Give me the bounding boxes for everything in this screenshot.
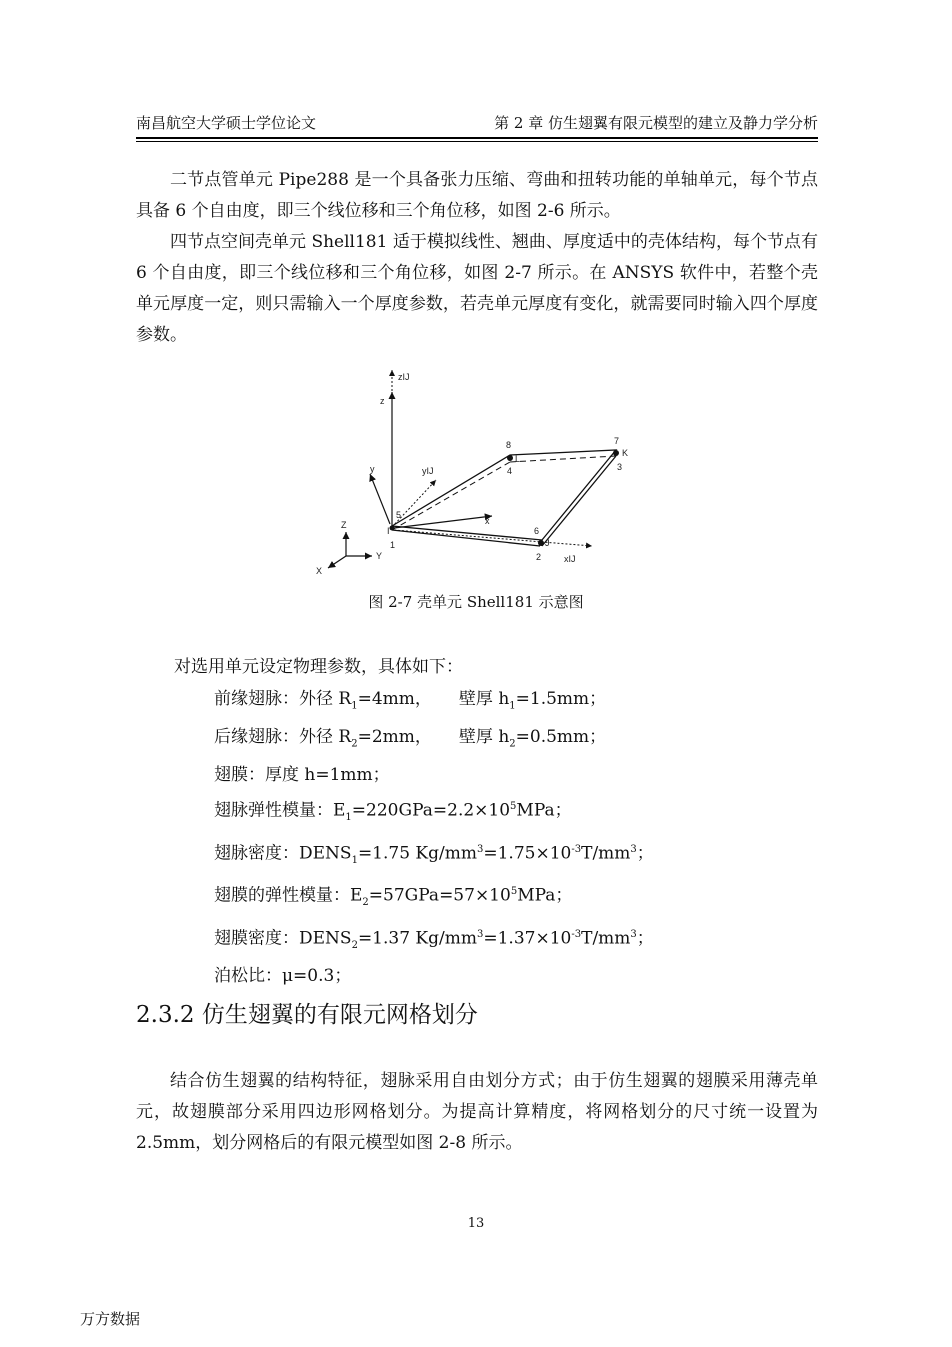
node-1: 1 bbox=[390, 540, 396, 550]
header-university: 南昌航空大学硕士学位论文 bbox=[136, 114, 317, 132]
figure-caption: 图 2-7 壳单元 Shell181 示意图 bbox=[368, 593, 584, 611]
intro-paragraphs bbox=[136, 165, 818, 351]
parameter-list bbox=[214, 684, 654, 993]
node-7: 7 bbox=[614, 436, 620, 446]
node-5: 5 bbox=[396, 510, 402, 520]
node-I bbox=[390, 526, 395, 531]
xij-axis bbox=[394, 530, 592, 546]
header-rule-thick bbox=[136, 137, 818, 139]
global-z-label: Z bbox=[341, 520, 347, 530]
footer-source: 万方数据 bbox=[80, 1310, 141, 1328]
param-front-vein: 前缘翅脉：外径 $R_1=4mm$， 壁厚 $h_1=1.5mm$； bbox=[214, 689, 607, 712]
x-label: x bbox=[485, 516, 490, 526]
y-label: y bbox=[370, 464, 375, 474]
x-axis bbox=[394, 516, 492, 528]
node-J bbox=[538, 540, 544, 546]
global-y-label: Y bbox=[376, 551, 383, 561]
node-4: 4 bbox=[507, 466, 513, 476]
paragraph-shell181: 四节点空间壳单元 Shell181 适于模拟线性、翘曲、厚度适中的壳体结构，每个节点有 6 个自由度，即三个线位移和三个角位移，如图 2-7 所示。在 ANSYS 软件中，若整个壳单元厚度一定，则只需输入一个厚度参数，若壳单元厚度有变化，就需要同时输入四个厚度参数。 bbox=[136, 232, 818, 345]
param-poisson: 泊松比：μ=0.3； bbox=[214, 966, 352, 987]
header-chapter: 第 2 章 仿生翅翼有限元模型的建立及静力学分析 bbox=[494, 114, 818, 132]
node-I-label: I bbox=[387, 526, 390, 536]
hidden-edge bbox=[510, 456, 616, 462]
paragraph-mesh: 结合仿生翅翼的结构特征，翅脉采用自由划分方式；由于仿生翅翼的翅膜采用薄壳单元，故翅膜部分采用四边形网格划分。为提高计算精度，将网格划分的尺寸统一设置为 2.5mm，划分网格后的有限元模型如图 2-8 所示。 bbox=[136, 1071, 818, 1153]
params-intro: 对选用单元设定物理参数，具体如下： bbox=[174, 657, 463, 677]
mesh-paragraph-block bbox=[136, 1066, 818, 1159]
page-number: 13 bbox=[467, 1216, 485, 1231]
node-6: 6 bbox=[534, 526, 540, 536]
param-membrane: 翅膜：厚度 h=1mm； bbox=[214, 764, 390, 785]
xij-label: xIJ bbox=[564, 554, 576, 564]
z-label: z bbox=[380, 396, 385, 406]
y-axis bbox=[370, 474, 390, 524]
param-membrane-density: 翅膜密度：$DENS_2=1.37$ $Kg/mm^3=1.37\times 10^{-3}T/mm^3$； bbox=[214, 928, 654, 951]
shell-edge bbox=[542, 456, 616, 546]
node-2: 2 bbox=[536, 552, 542, 562]
shell181-diagram bbox=[310, 362, 640, 580]
section-heading: 2.3.2 仿生翅翼的有限元网格划分 bbox=[136, 1002, 478, 1028]
zij-label: zIJ bbox=[398, 372, 410, 382]
global-x-label: X bbox=[316, 566, 323, 576]
node-L bbox=[507, 455, 513, 461]
node-3: 3 bbox=[617, 462, 623, 472]
node-K-label: K bbox=[622, 448, 629, 458]
node-L-label: L bbox=[515, 454, 521, 464]
shell-top-face bbox=[392, 450, 616, 540]
global-x-axis bbox=[328, 556, 346, 568]
param-membrane-modulus: 翅膜的弹性模量：$E_2=57GPa=57\times 10^5MPa$； bbox=[214, 886, 573, 909]
param-rear-vein: 后缘翅脉：外径 $R_2=2mm$， 壁厚 $h_2=0.5mm$； bbox=[214, 726, 607, 750]
page-header bbox=[136, 112, 818, 134]
paragraph-pipe288: 二节点管单元 Pipe288 是一个具备张力压缩、弯曲和扭转功能的单轴单元，每个节点具备 6 个自由度，即三个线位移和三个角位移，如图 2-6 所示。 bbox=[136, 170, 818, 221]
header-rule-thin bbox=[136, 141, 818, 142]
node-8: 8 bbox=[506, 440, 512, 450]
node-J-label: J bbox=[545, 538, 550, 548]
param-vein-modulus: 翅脉弹性模量：$E_1=220GPa=2.2\times 10^5MPa$； bbox=[214, 800, 572, 824]
node-K bbox=[613, 450, 619, 456]
hidden-edge bbox=[392, 462, 513, 530]
yij-label: yIJ bbox=[422, 466, 434, 476]
param-vein-density: 翅脉密度：$DENS_1=1.75$ $Kg/mm^3=1.75\times 10^{-3}T/mm^3$； bbox=[214, 843, 654, 866]
